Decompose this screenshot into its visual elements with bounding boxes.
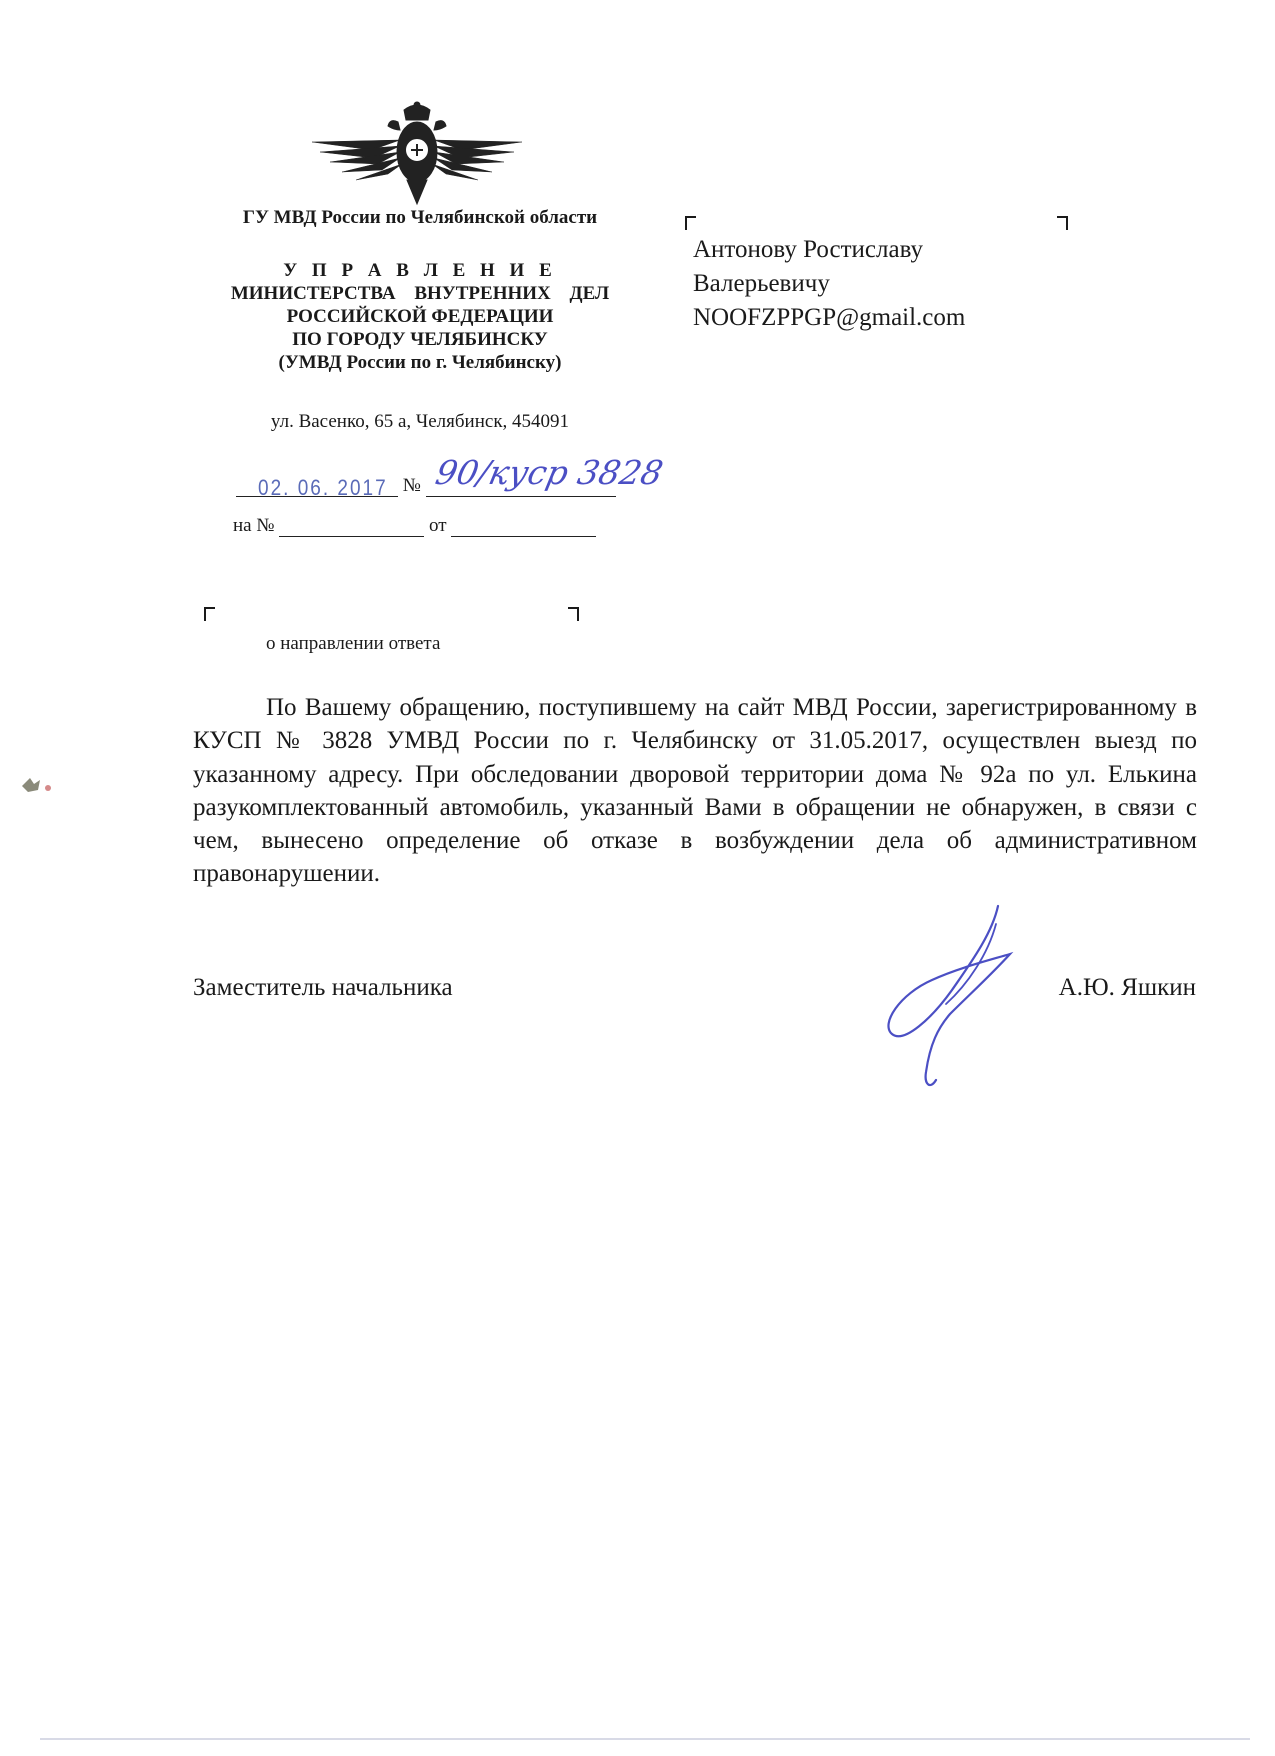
recipient-patronymic: Валерьевичу xyxy=(693,270,830,297)
registration-number-field xyxy=(426,453,667,497)
letter-body: По Вашему обращению, поступившему на сайт МВД России, зарегистрированному в КУСП № 3828 УМВД России по г. Челябинску от 31.05.2017, осуществлен выезд по указанному адресу. При обследовании дворовой территории дома № 92а по ул. Елькина разукомплектованный автомобиль, указанный Вами в обращении не обнаружен, в связи с чем, вынесено определение об отказе в возбуждении дела об административном правонарушении. xyxy=(193,694,1197,888)
department-title: У П Р А В Л Е Н И Е xyxy=(283,260,557,281)
department-line-city: ПО ГОРОДУ ЧЕЛЯБИНСКУ xyxy=(292,329,548,350)
scan-speck xyxy=(18,772,58,798)
recipient-surname: Антонову Ростиславу xyxy=(693,236,924,263)
signer-name: А.Ю. Яшкин xyxy=(1058,974,1196,1001)
reference-number-field xyxy=(279,520,424,537)
mvd-emblem-icon xyxy=(312,100,522,208)
reference-line xyxy=(233,515,596,537)
scan-bottom-edge xyxy=(40,1738,1250,1740)
registration-date-field xyxy=(236,474,398,501)
recipient-email: NOOFZPPGP@gmail.com xyxy=(693,304,966,331)
recipient-corner-left xyxy=(685,216,696,230)
recipient-corner-right xyxy=(1057,216,1068,230)
department-address: ул. Васенко, 65 а, Челябинск, 454091 xyxy=(270,411,570,432)
letter-subject: о направлении ответа xyxy=(266,633,441,654)
region-office: ГУ МВД России по Челябинской области xyxy=(242,207,598,228)
reference-date-field xyxy=(451,520,596,537)
reference-label: на № xyxy=(233,515,275,536)
department-line-ministry: МИНИСТЕРСТВА ВНУТРЕННИХ ДЕЛ xyxy=(230,283,610,304)
handwritten-number xyxy=(431,446,667,496)
subject-corner-right xyxy=(568,607,579,621)
registration-line xyxy=(236,453,667,501)
department-short-name: (УМВД России по г. Челябинску) xyxy=(278,352,562,373)
subject-corner-left xyxy=(204,607,215,621)
signature-scribble xyxy=(880,894,1020,1094)
svg-text:90/куср 3828: 90/куср 3828 xyxy=(431,453,667,492)
department-line-federation: РОССИЙСКОЙ ФЕДЕРАЦИИ xyxy=(286,306,554,327)
number-symbol: № xyxy=(402,475,421,496)
date-stamp: 02. 06. 2017 xyxy=(258,476,388,501)
signer-title: Заместитель начальника xyxy=(193,974,453,1001)
reference-from-label: от xyxy=(428,515,447,536)
